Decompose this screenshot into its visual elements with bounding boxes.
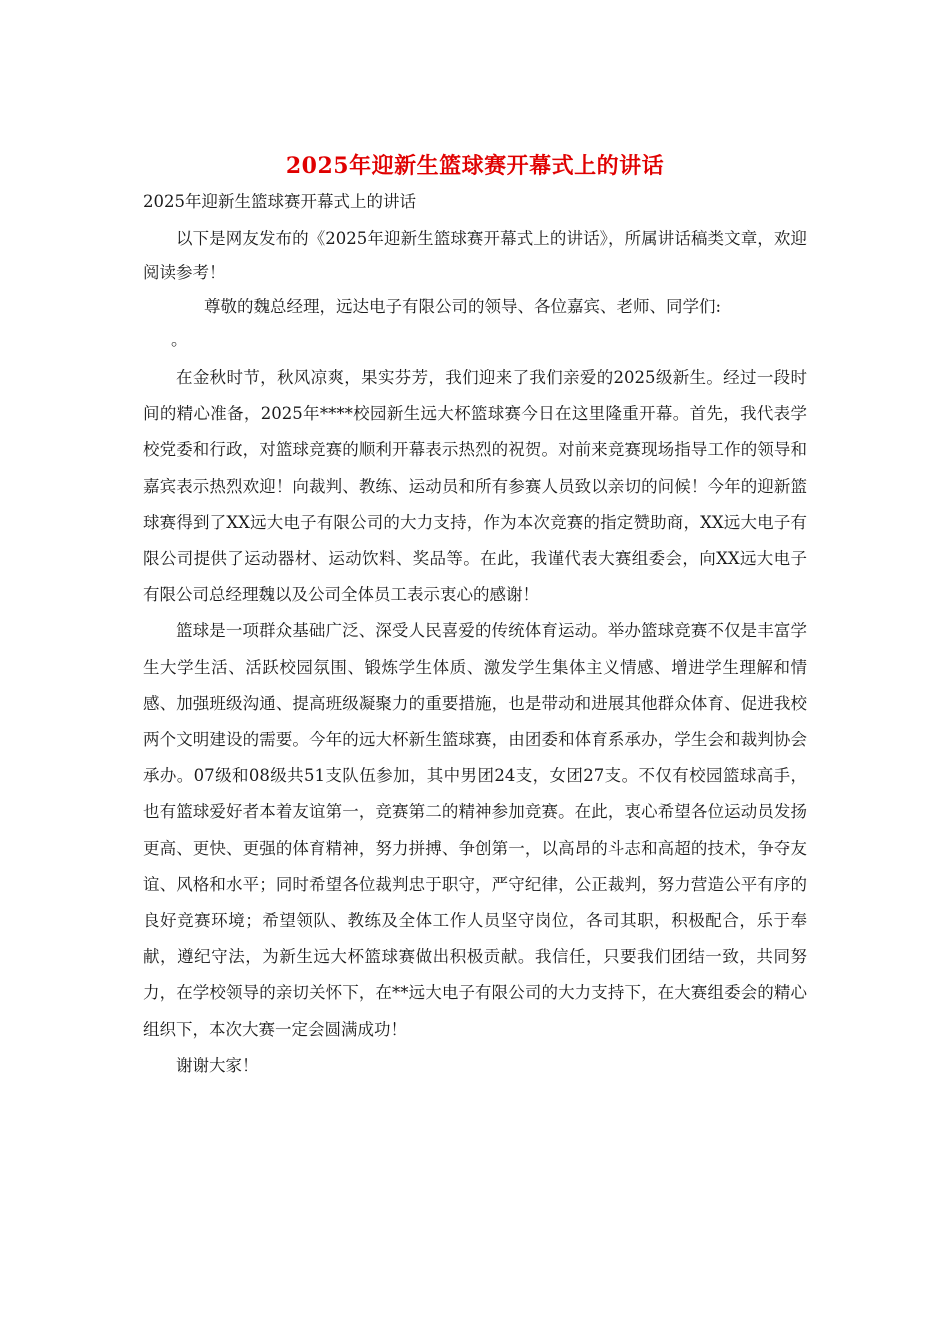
document-page [143, 150, 807, 1084]
document-subtitle: 2025年迎新生篮球赛开幕式上的讲话 [143, 192, 416, 211]
intro-paragraph: 以下是网友发布的《2025年迎新生篮球赛开幕式上的讲话》，所属讲话稿类文章，欢迎阅读参考！ [143, 229, 807, 282]
salutation-line: 尊敬的魏总经理，远达电子有限公司的领导、各位嘉宾、老师、同学们: [204, 297, 722, 316]
body-paragraph-2: 篮球是一项群众基础广泛、深受人民喜爱的传统体育运动。举办篮球竞赛不仅是丰富学生大学生活、活跃校园氛围、锻炼学生体质、激发学生集体主义情感、增进学生理解和情感、加强班级沟通、提高班级凝聚力的重要措施，也是带动和进展其他群众体育、促进我校两个文明建设的需要。今年的远大杯新生篮球赛，由团委和体育系承办，学生会和裁判协会承办。07级和08级共51支队伍参加，其中男团24支，女团27支。不仅有校园篮球高手，也有篮球爱好者本着友谊第一，竞赛第二的精神参加竞赛。在此，衷心希望各位运动员发扬更高、更快、更强的体育精神，努力拼搏、争创第一，以高昂的斗志和高超的技术，争夺友谊、风格和水平；同时希望各位裁判忠于职守，严守纪律，公正裁判，努力营造公平有序的良好竞赛环境；希望领队、教练及全体工作人员坚守岗位，各司其职，积极配合，乐于奉献，遵纪守法，为新生远大杯篮球赛做出积极贡献。我信任，只要我们团结一致，共同努力，在学校领导的亲切关怀下，在**远大电子有限公司的大力支持下，在大赛组委会的精心组织下，本次大赛一定会圆满成功！ [143, 621, 807, 1039]
body-paragraph-1: 在金秋时节，秋风凉爽，果实芬芳，我们迎来了我们亲爱的2025级新生。经过一段时间的精心准备，2025年****校园新生远大杯篮球赛今日在这里隆重开幕。首先，我代表学校党委和行政，对篮球竞赛的顺利开幕表示热烈的祝贺。对前来竞赛现场指导工作的领导和嘉宾表示热烈欢迎！向裁判、教练、运动员和所有参赛人员致以亲切的问候！今年的迎新篮球赛得到了XX远大电子有限公司的大力支持，作为本次竞赛的指定赞助商，XX远大电子有限公司提供了运动器材、运动饮料、奖品等。在此，我谨代表大赛组委会，向XX远大电子有限公司总经理魏以及公司全体员工表示衷心的感谢！ [143, 368, 807, 605]
salutation-mark: 。 [171, 330, 188, 349]
closing-line: 谢谢大家！ [176, 1055, 259, 1075]
document-title: 2025年迎新生篮球赛开幕式上的讲话 [285, 153, 665, 179]
